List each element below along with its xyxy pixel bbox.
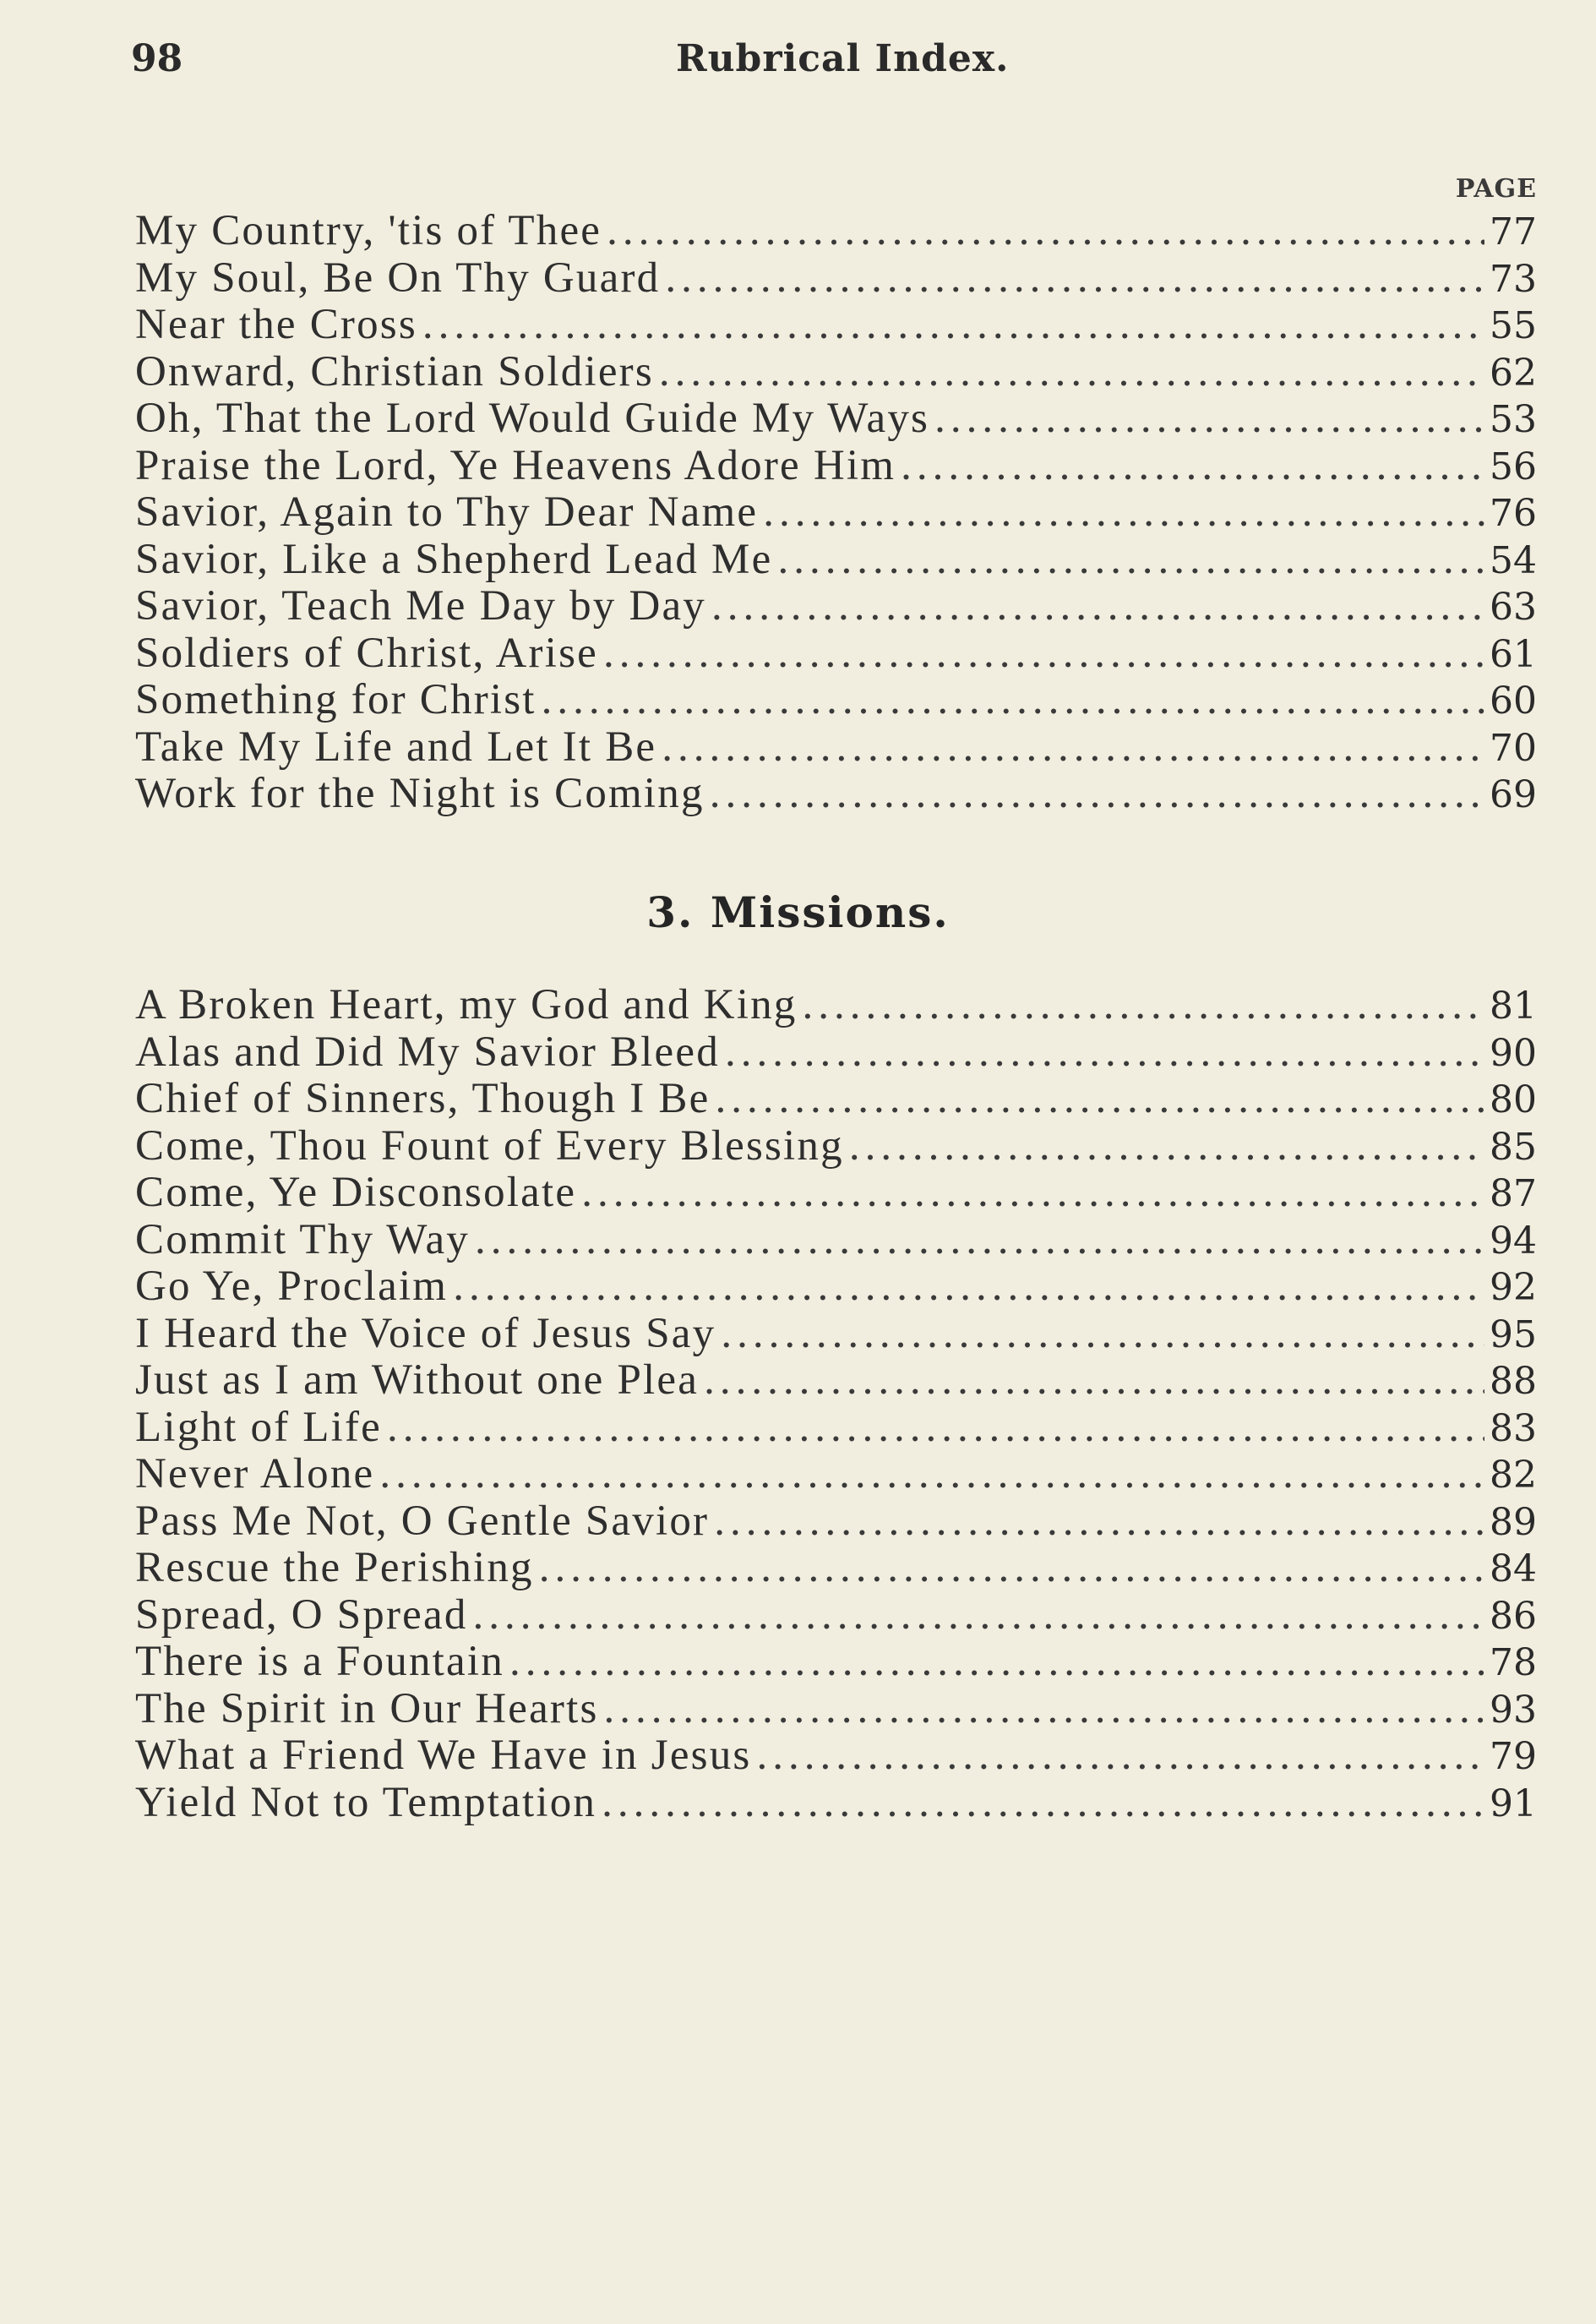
index-entry [135, 675, 1537, 723]
dot-leader [725, 1028, 1484, 1077]
entry-title: Praise the Lord, Ye Heavens Adore Him [135, 441, 896, 489]
entry-page-number: 78 [1490, 1641, 1537, 1684]
entry-title: Just as I am Without one Plea [135, 1356, 700, 1404]
entry-page-number: 92 [1490, 1266, 1537, 1309]
index-entry [135, 1028, 1537, 1075]
dot-leader [714, 1497, 1484, 1546]
index-entry [135, 1121, 1537, 1169]
index-entry [135, 347, 1537, 395]
dot-leader [475, 1215, 1484, 1264]
index-entry [135, 581, 1537, 629]
entry-title: Yield Not to Temptation [135, 1778, 597, 1826]
index-entry [135, 1262, 1537, 1309]
dot-leader [542, 675, 1484, 724]
entry-title: Alas and Did My Savior Bleed [135, 1028, 720, 1076]
page-number: 98 [131, 37, 183, 80]
running-head: Rubrical Index. [676, 37, 1010, 80]
entry-title: Work for the Night is Coming [135, 770, 705, 817]
entry-page-number: 73 [1490, 257, 1537, 301]
entry-page-number: 85 [1490, 1125, 1537, 1169]
entry-title: Oh, That the Lord Would Guide My Ways [135, 395, 930, 442]
dot-leader [710, 769, 1484, 818]
entry-page-number: 95 [1490, 1312, 1537, 1356]
entry-page-number: 82 [1490, 1454, 1537, 1497]
entry-page-number: 89 [1490, 1500, 1537, 1544]
dot-leader [539, 1543, 1484, 1592]
entry-title: What a Friend We Have in Jesus [135, 1732, 752, 1779]
entry-title: Savior, Like a Shepherd Lead Me [135, 535, 773, 583]
entry-title: Commit Thy Way [135, 1215, 470, 1263]
entry-title: I Heard the Voice of Jesus Say [135, 1309, 716, 1357]
entry-page-number: 83 [1490, 1406, 1537, 1450]
index-entry [135, 1074, 1537, 1121]
index-entry [135, 1449, 1537, 1497]
dot-leader [849, 1121, 1484, 1170]
entry-page-number: 91 [1490, 1781, 1537, 1825]
entry-page-number: 56 [1490, 445, 1537, 488]
index-list-section-2 [135, 206, 1537, 816]
entry-title: Savior, Teach Me Day by Day [135, 582, 707, 630]
dot-leader [777, 535, 1484, 584]
dot-leader [379, 1449, 1484, 1498]
index-entry [135, 723, 1537, 770]
dot-leader [604, 1684, 1484, 1733]
index-entry [135, 629, 1537, 676]
index-entry [135, 1637, 1537, 1684]
entry-title: Onward, Christian Soldiers [135, 347, 654, 396]
entry-page-number: 61 [1490, 632, 1537, 676]
index-entry [135, 769, 1537, 816]
entry-title: Come, Ye Disconsolate [135, 1169, 577, 1216]
index-entry [135, 1778, 1537, 1825]
dot-leader [659, 347, 1484, 396]
entry-page-number: 60 [1490, 679, 1537, 723]
entry-page-number: 62 [1490, 351, 1537, 395]
entry-page-number: 94 [1490, 1219, 1537, 1263]
dot-leader [721, 1309, 1484, 1358]
entry-page-number: 84 [1490, 1547, 1537, 1590]
dot-leader [715, 1074, 1484, 1123]
entry-title: Come, Thou Fount of Every Blessing [135, 1121, 844, 1170]
index-entry [135, 300, 1537, 347]
index-entry [135, 980, 1537, 1028]
dot-leader [934, 394, 1484, 443]
dot-leader [453, 1262, 1484, 1311]
dot-leader [422, 300, 1484, 349]
dot-leader [473, 1590, 1484, 1639]
entry-title: Rescue the Perishing [135, 1544, 534, 1591]
entry-title: Spread, O Spread [135, 1590, 468, 1639]
dot-leader [901, 441, 1484, 490]
entry-page-number: 63 [1490, 586, 1537, 629]
entry-title: The Spirit in Our Hearts [135, 1684, 599, 1732]
index-entry [135, 1731, 1537, 1778]
entry-page-number: 53 [1490, 398, 1537, 441]
index-entry [135, 1356, 1537, 1403]
dot-leader [662, 723, 1484, 772]
entry-title: Something for Christ [135, 676, 537, 723]
dot-leader [602, 1778, 1484, 1827]
dot-leader [711, 581, 1484, 630]
index-entry [135, 1168, 1537, 1215]
entry-page-number: 90 [1490, 1031, 1537, 1075]
dot-leader [763, 488, 1484, 537]
dot-leader [704, 1356, 1484, 1405]
entry-page-number: 54 [1490, 538, 1537, 582]
entry-page-number: 80 [1490, 1078, 1537, 1121]
index-entry [135, 1684, 1537, 1732]
entry-title: A Broken Heart, my God and King [135, 981, 798, 1028]
index-entry [135, 1590, 1537, 1638]
index-entry [135, 394, 1537, 441]
entry-title: Take My Life and Let It Be [135, 723, 657, 771]
section-heading-missions: 3. Missions. [646, 887, 950, 937]
index-entry [135, 1497, 1537, 1544]
entry-title: My Country, 'tis of Thee [135, 207, 602, 254]
entry-page-number: 70 [1490, 726, 1537, 770]
entry-page-number: 93 [1490, 1688, 1537, 1732]
dot-leader [581, 1168, 1484, 1217]
entry-title: Soldiers of Christ, Arise [135, 629, 598, 677]
index-entry [135, 488, 1537, 535]
dot-leader [803, 980, 1485, 1029]
entry-page-number: 77 [1490, 210, 1537, 254]
index-entry [135, 1403, 1537, 1450]
entry-page-number: 87 [1490, 1172, 1537, 1215]
entry-page-number: 81 [1490, 985, 1537, 1028]
entry-title: There is a Fountain [135, 1638, 504, 1685]
entry-page-number: 76 [1490, 492, 1537, 535]
entry-title: Pass Me Not, O Gentle Savior [135, 1497, 710, 1545]
entry-page-number: 69 [1490, 773, 1537, 816]
entry-title: My Soul, Be On Thy Guard [135, 254, 661, 302]
index-entry [135, 441, 1537, 488]
entry-title: Go Ye, Proclaim [135, 1263, 449, 1310]
entry-title: Near the Cross [135, 301, 417, 348]
page-column-label: PAGE [1455, 174, 1537, 204]
dot-leader [509, 1637, 1484, 1686]
dot-leader [387, 1403, 1484, 1452]
entry-page-number: 88 [1490, 1360, 1537, 1403]
entry-page-number: 79 [1490, 1735, 1537, 1778]
index-entry [135, 254, 1537, 301]
entry-title: Chief of Sinners, Though I Be [135, 1075, 711, 1122]
index-entry [135, 1215, 1537, 1263]
entry-title: Light of Life [135, 1403, 383, 1451]
index-entry [135, 1543, 1537, 1590]
index-list-missions [135, 980, 1537, 1825]
entry-title: Savior, Again to Thy Dear Name [135, 488, 759, 536]
dot-leader [603, 629, 1484, 678]
entry-page-number: 55 [1490, 304, 1537, 347]
entry-title: Never Alone [135, 1450, 375, 1498]
index-entry [135, 206, 1537, 254]
index-entry [135, 535, 1537, 582]
dot-leader [665, 254, 1484, 303]
entry-page-number: 86 [1490, 1594, 1537, 1638]
index-entry [135, 1309, 1537, 1356]
dot-leader [607, 206, 1484, 255]
dot-leader [756, 1731, 1484, 1780]
